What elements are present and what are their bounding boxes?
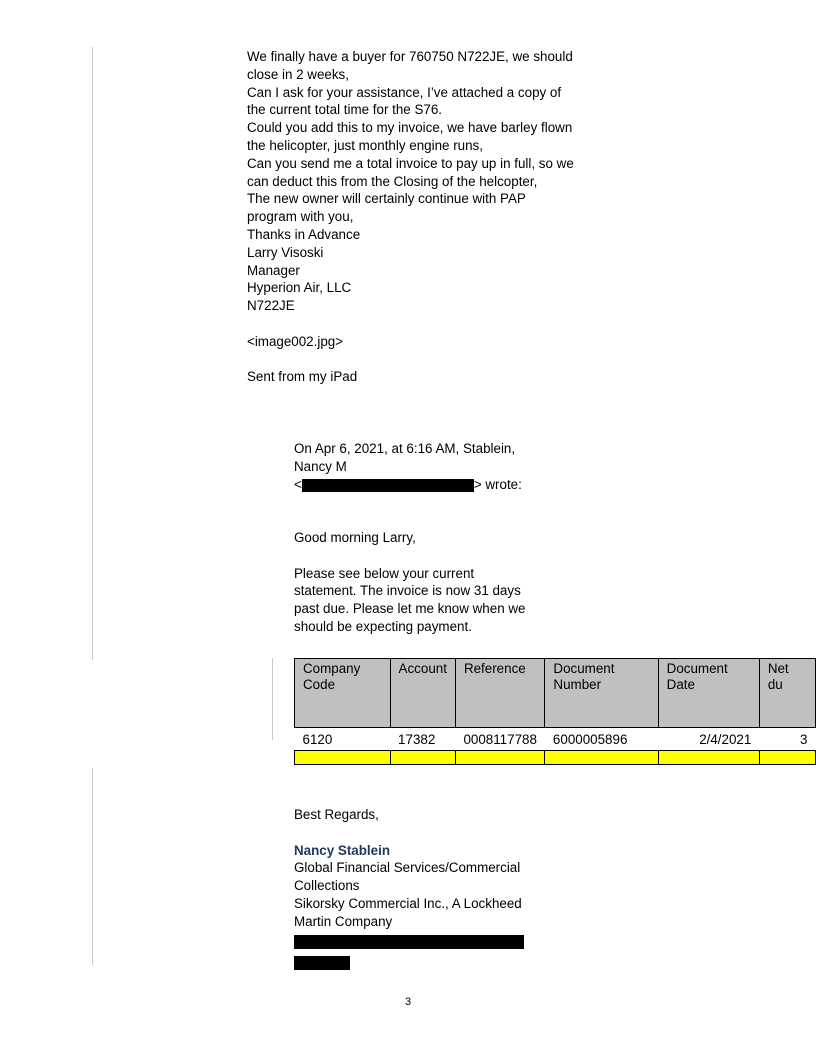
sent-from: Sent from my iPad: [247, 369, 358, 385]
wrote-text: > wrote:: [473, 476, 522, 492]
email-line: Hyperion Air, LLC: [247, 280, 352, 296]
email-line: N722JE: [247, 298, 295, 314]
body-line: past due. Please let me know when we: [294, 601, 526, 617]
closing: Best Regards,: [294, 807, 379, 822]
signature-line: Martin Company: [294, 913, 393, 929]
email-line: We finally have a buyer for 760750 N722JE, we should: [247, 49, 573, 64]
header-account: Account: [390, 659, 455, 728]
lt-symbol: <: [294, 476, 302, 492]
cell-document-date: 2/4/2021: [699, 732, 752, 747]
body-line: Please see below your current: [294, 565, 475, 581]
header-document-number: Document Number: [545, 659, 658, 728]
attachment-placeholder: <image002.jpg>: [247, 333, 344, 349]
quote-header-line2: Nancy M: [294, 458, 347, 474]
redacted-email: [302, 479, 474, 492]
greeting: Good morning Larry,: [294, 529, 416, 545]
email-line: close in 2 weeks,: [247, 66, 349, 82]
quote-header-line1: On Apr 6, 2021, at 6:16 AM, Stablein,: [294, 441, 516, 456]
email-line: The new owner will certainly continue with PAP: [247, 191, 526, 207]
quote-bar-bottom: [92, 768, 93, 965]
cell-document-number: 6000005896: [552, 732, 628, 747]
statement-table: [294, 658, 816, 765]
email-line: program with you,: [247, 209, 354, 225]
cell-account: 17382: [398, 732, 436, 747]
email-line: the helicopter, just monthly engine runs,: [247, 137, 483, 153]
quote-bar-inner: [272, 658, 273, 740]
email-line: Can I ask for your assistance, I’ve attached a copy of: [247, 84, 562, 100]
redacted-contact-1: [294, 933, 554, 951]
body-line: should be expecting payment.: [294, 618, 472, 634]
cell-company-code: 6120: [302, 732, 333, 747]
signature-line: Collections: [294, 878, 360, 894]
table-header-row: [295, 659, 816, 728]
body-line: statement. The invoice is now 31 days: [294, 583, 521, 599]
cell-net-due: 3: [800, 732, 808, 747]
header-company-code: Company Code: [295, 659, 391, 728]
signer-name: Nancy Stablein: [294, 842, 390, 858]
page-number: 3: [404, 996, 412, 1008]
signature-line: Sikorsky Commercial Inc., A Lockheed: [294, 895, 522, 911]
email-line: Larry Visoski: [247, 244, 324, 260]
email-line: Thanks in Advance: [247, 226, 361, 242]
cell-reference: 0008117788: [463, 732, 537, 747]
header-reference: Reference: [455, 659, 544, 728]
email-line: can deduct this from the Closing of the helcopter,: [247, 173, 538, 189]
signature-line: Global Financial Services/Commercial: [294, 860, 521, 876]
quote-bar-top: [92, 47, 93, 660]
email-line: Could you add this to my invoice, we have barley flown: [247, 120, 573, 136]
table-row: [295, 728, 816, 751]
signature-block: [294, 806, 554, 971]
email-line: the current total time for the S76.: [247, 102, 443, 118]
header-document-date: Document Date: [658, 659, 759, 728]
email-body: [247, 48, 587, 386]
quote-sender-email: [294, 476, 544, 494]
quoted-message: [294, 440, 544, 636]
header-net-due: Net du: [759, 659, 815, 728]
email-line: Can you send me a total invoice to pay up in full, so we: [247, 155, 574, 171]
highlight-row: [295, 751, 816, 765]
email-line: Manager: [247, 262, 300, 278]
redacted-contact-2: [294, 953, 554, 971]
